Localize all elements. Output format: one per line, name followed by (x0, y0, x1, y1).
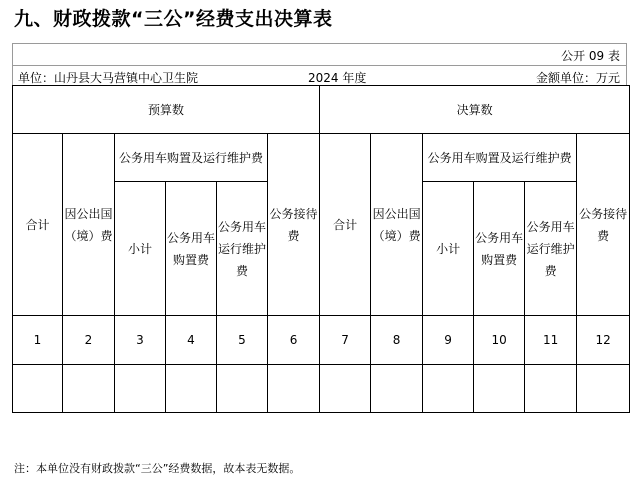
header-abroad: 因公出国（境）费 (371, 134, 423, 316)
data-cell (166, 365, 217, 413)
data-cell (525, 365, 577, 413)
table-number-bar (12, 43, 627, 65)
info-bar (12, 65, 627, 85)
three-public-expenditure-table (12, 85, 630, 413)
money-unit-label: 金额单位：万元 (535, 71, 620, 85)
col-number: 11 (525, 316, 577, 365)
col-number: 10 (474, 316, 525, 365)
data-cell (423, 365, 474, 413)
table-number: 公开 09 表 (561, 49, 620, 63)
data-cell (63, 365, 115, 413)
data-cell (13, 365, 63, 413)
unit-label: 单位：山丹县大马营镇中心卫生院 (18, 71, 199, 85)
header-operation: 公务用车运行维护费 (525, 182, 577, 316)
year-label: 2024 年度 (308, 71, 367, 85)
data-cell (115, 365, 166, 413)
col-number: 12 (577, 316, 630, 365)
page-title: 九、财政拨款“三公”经费支出决算表 (14, 8, 333, 30)
header-vehicle: 公务用车购置及运行维护费 (423, 134, 577, 182)
header-abroad: 因公出国（境）费 (63, 134, 115, 316)
col-number: 3 (115, 316, 166, 365)
header-total: 合计 (320, 134, 371, 316)
col-number: 8 (371, 316, 423, 365)
header-operation: 公务用车运行维护费 (217, 182, 268, 316)
col-number: 2 (63, 316, 115, 365)
col-number: 1 (13, 316, 63, 365)
col-number: 4 (166, 316, 217, 365)
data-cell (371, 365, 423, 413)
header-subtotal: 小计 (423, 182, 474, 316)
header-reception: 公务接待费 (268, 134, 320, 316)
header-subtotal: 小计 (115, 182, 166, 316)
header-reception: 公务接待费 (577, 134, 630, 316)
data-cell (268, 365, 320, 413)
col-number: 6 (268, 316, 320, 365)
footnote: 注：本单位没有财政拨款“三公”经费数据，故本表无数据。 (14, 462, 301, 475)
header-total: 合计 (13, 134, 63, 316)
data-cell (577, 365, 630, 413)
header-purchase: 公务用车购置费 (474, 182, 525, 316)
col-number: 7 (320, 316, 371, 365)
header-purchase: 公务用车购置费 (166, 182, 217, 316)
data-cell (217, 365, 268, 413)
col-number: 5 (217, 316, 268, 365)
header-vehicle: 公务用车购置及运行维护费 (115, 134, 268, 182)
col-number: 9 (423, 316, 474, 365)
group-final-header: 决算数 (320, 86, 630, 134)
group-budget-header: 预算数 (13, 86, 320, 134)
data-cell (474, 365, 525, 413)
data-cell (320, 365, 371, 413)
